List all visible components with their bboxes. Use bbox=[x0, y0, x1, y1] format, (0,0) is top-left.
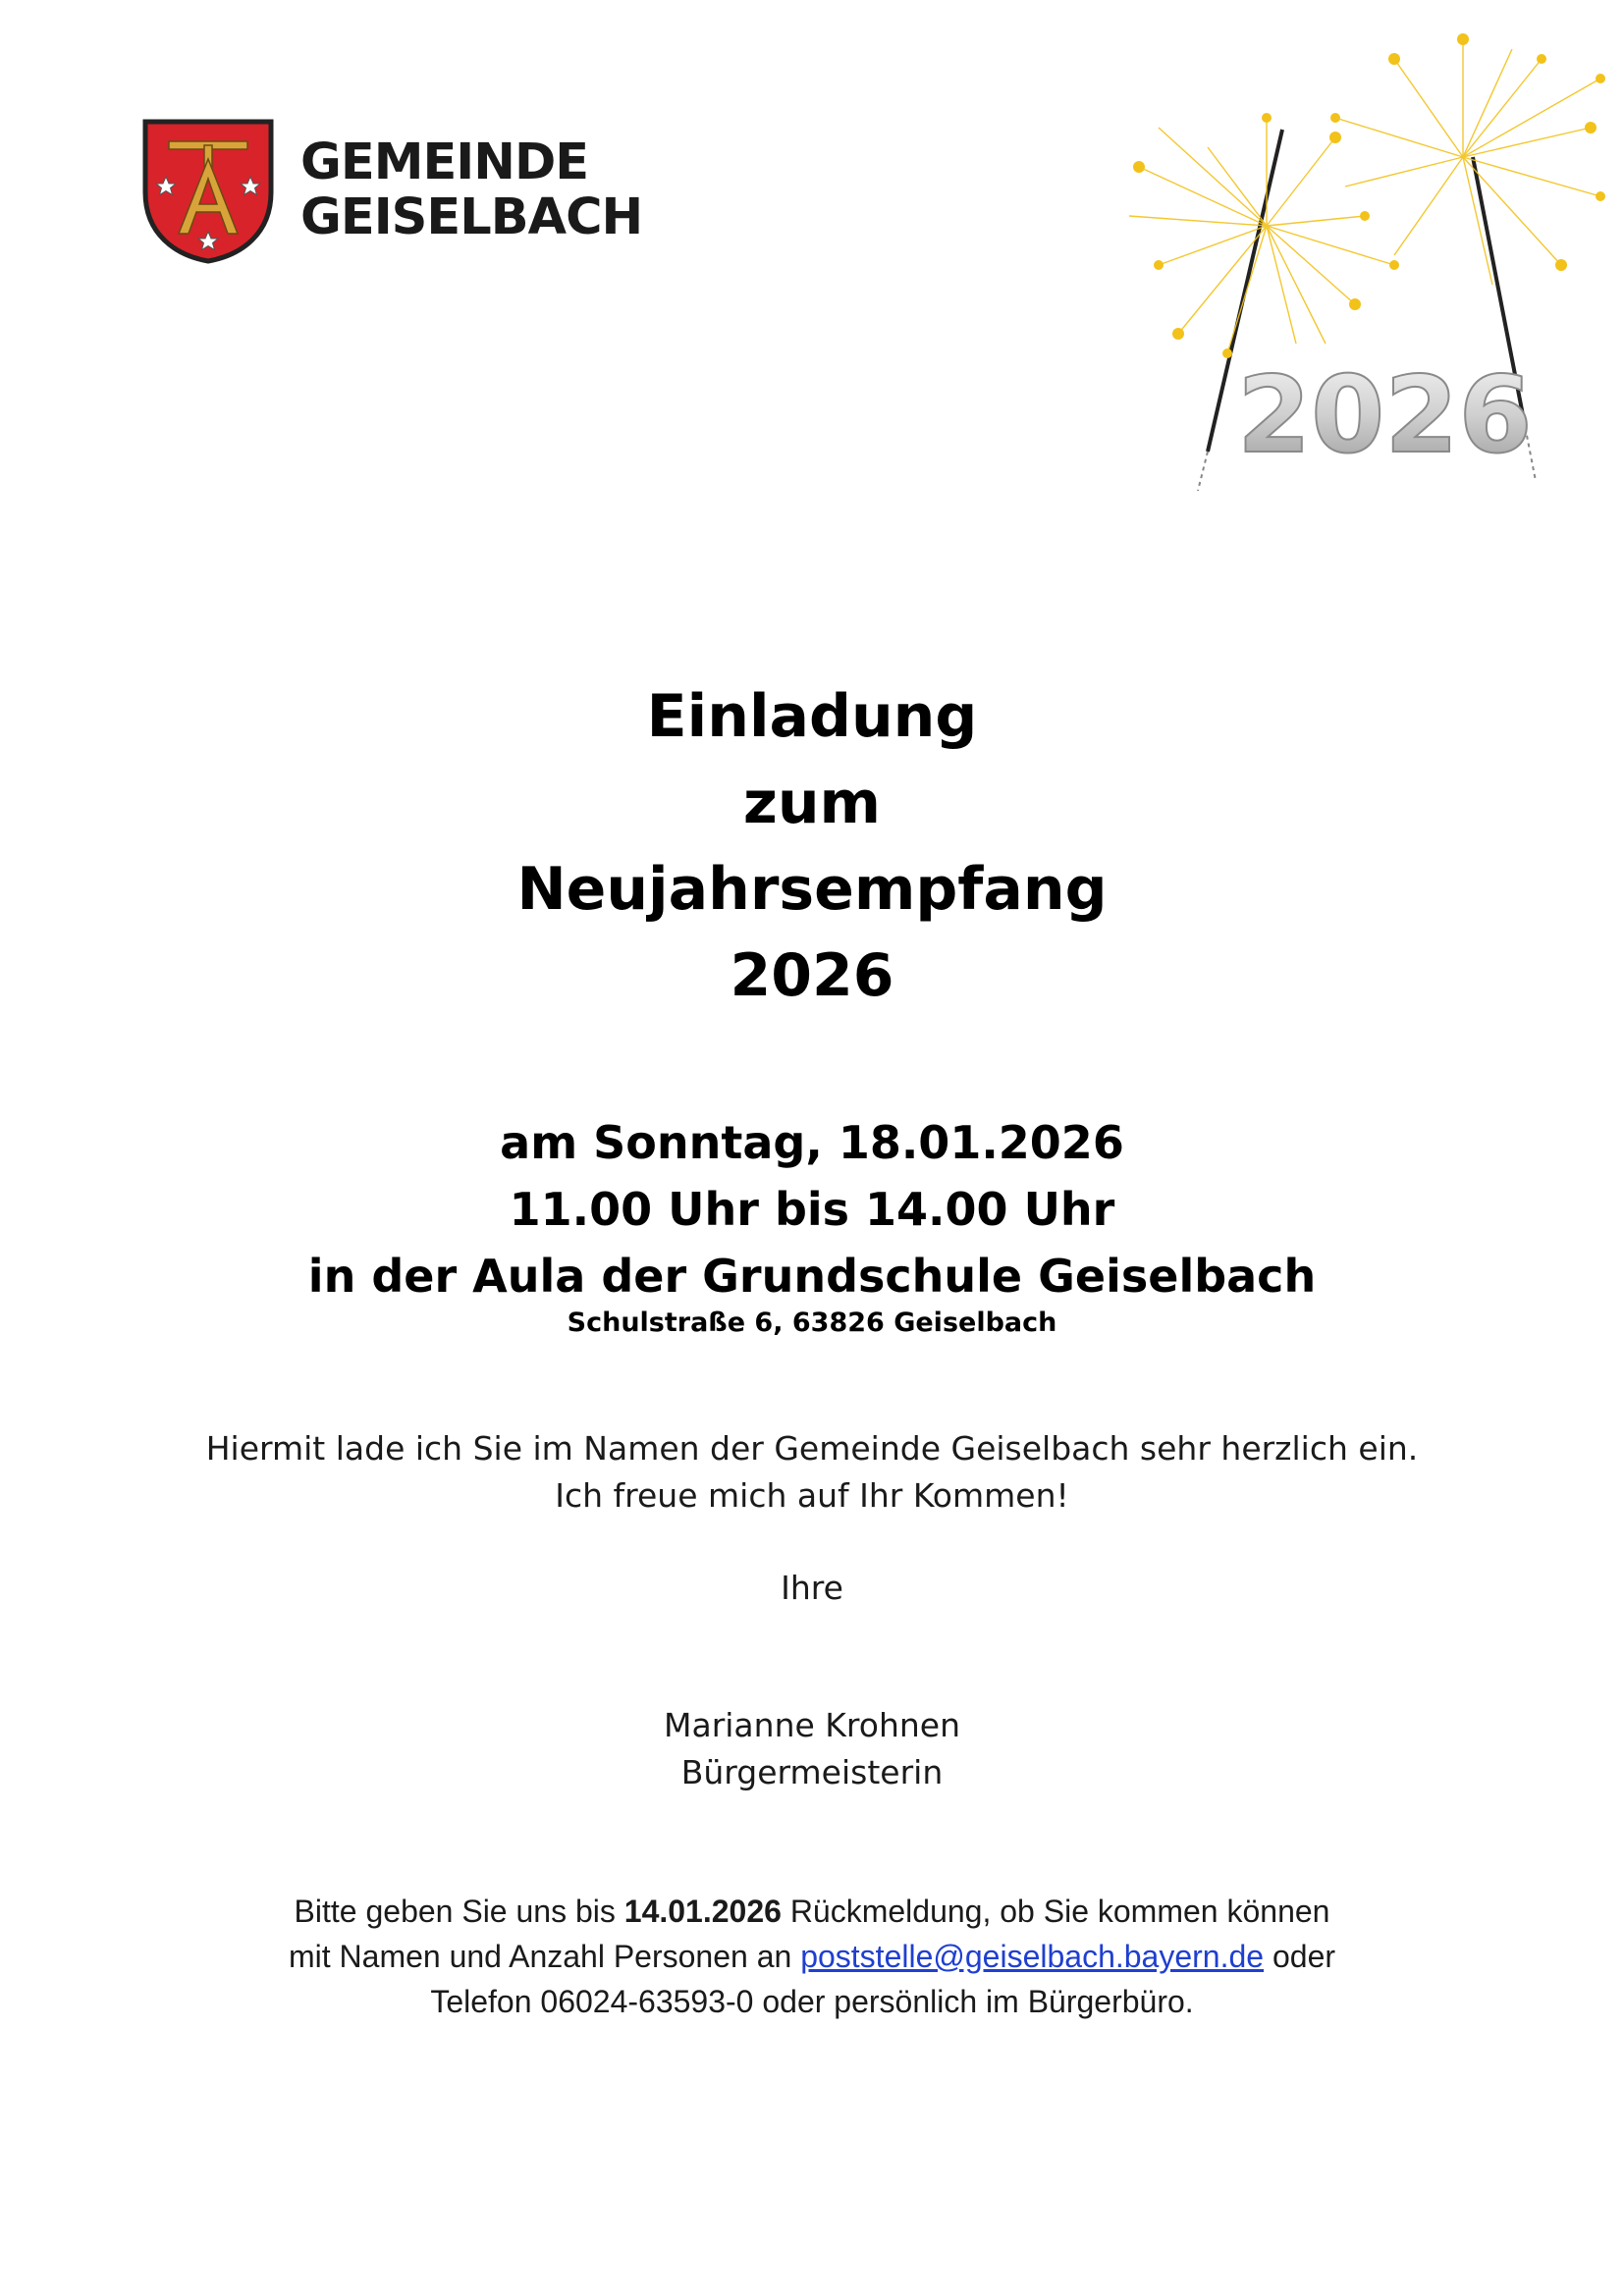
municipality-logo bbox=[139, 116, 642, 265]
invitation-title bbox=[0, 673, 1624, 1019]
invite-line-2: Ich freue mich auf Ihr Kommen! bbox=[555, 1476, 1069, 1515]
email-link[interactable]: poststelle@geiselbach.bayern.de bbox=[800, 1939, 1265, 1974]
signer-title: Bürgermeisterin bbox=[680, 1753, 944, 1791]
signer-name: Marianne Krohnen bbox=[664, 1706, 960, 1744]
rsvp-text: oder bbox=[1264, 1939, 1336, 1974]
title-line-2: zum bbox=[742, 769, 882, 837]
rsvp-note bbox=[0, 1889, 1624, 2024]
rsvp-line-3: Telefon 06024-63593-0 oder persönlich im Bürgerbüro. bbox=[430, 1984, 1194, 2019]
sparkler-icon bbox=[1100, 20, 1610, 491]
rsvp-text: Rückmeldung, ob Sie kommen können bbox=[781, 1894, 1330, 1929]
invite-line-1: Hiermit lade ich Sie im Namen der Gemeinde Geiselbach sehr herzlich ein. bbox=[205, 1429, 1419, 1468]
title-line-3: Neujahrsempfang bbox=[516, 855, 1108, 924]
rsvp-deadline: 14.01.2026 bbox=[623, 1894, 782, 1929]
event-address: Schulstraße 6, 63826 Geiselbach bbox=[567, 1308, 1057, 1338]
brand-line-2: GEISELBACH bbox=[300, 188, 643, 246]
municipality-name bbox=[300, 135, 642, 245]
event-date: am Sonntag, 18.01.2026 bbox=[500, 1116, 1124, 1169]
closing-word: Ihre bbox=[781, 1569, 843, 1607]
rsvp-line-2 bbox=[0, 1934, 1624, 1979]
signature-block bbox=[0, 1702, 1624, 1796]
event-time: 11.00 Uhr bis 14.00 Uhr bbox=[509, 1183, 1115, 1236]
title-line-4: 2026 bbox=[730, 941, 894, 1010]
rsvp-line-1 bbox=[0, 1889, 1624, 1934]
rsvp-text: mit Namen und Anzahl Personen an bbox=[288, 1939, 801, 1974]
invitation-text bbox=[0, 1425, 1624, 1520]
event-details bbox=[0, 1109, 1624, 1309]
rsvp-text: Bitte geben Sie uns bis bbox=[294, 1894, 624, 1929]
coat-of-arms-icon bbox=[139, 116, 277, 265]
year-graphic: 2026 bbox=[1237, 354, 1533, 477]
title-line-1: Einladung bbox=[646, 682, 978, 751]
event-location: in der Aula der Grundschule Geiselbach bbox=[307, 1250, 1317, 1303]
brand-line-1: GEMEINDE bbox=[300, 133, 589, 191]
